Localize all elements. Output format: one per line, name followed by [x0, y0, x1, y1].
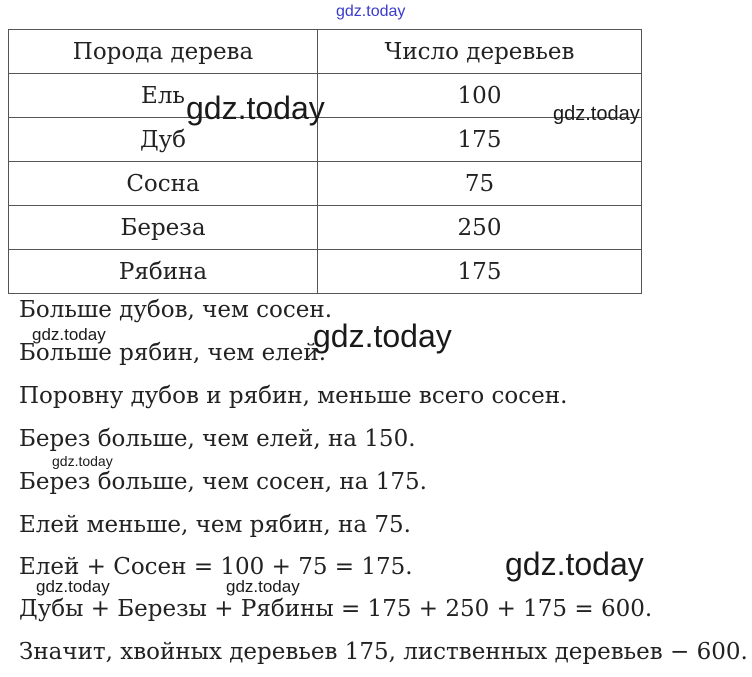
table-row: [9, 162, 642, 206]
species-cell: Ель: [9, 74, 318, 118]
species-cell: Рябина: [9, 250, 318, 294]
count-cell: 250: [318, 206, 642, 250]
answer-line: Больше дубов, чем сосен.: [19, 297, 333, 323]
watermark: gdz.today: [32, 325, 106, 344]
watermark: gdz.today: [186, 90, 325, 126]
table-row: [9, 206, 642, 250]
watermark-top: gdz.today: [336, 3, 406, 20]
species-cell: Береза: [9, 206, 318, 250]
answer-line: Значит, хвойных деревьев 175, лиственных деревьев − 600.: [19, 639, 748, 665]
species-cell: Сосна: [9, 162, 318, 206]
answer-line: Елей меньше, чем рябин, на 75.: [19, 512, 411, 538]
count-cell: 75: [318, 162, 642, 206]
table-row: [9, 118, 642, 162]
watermark: gdz.today: [36, 577, 110, 596]
answer-line: Больше рябин, чем елей.: [19, 340, 327, 366]
answer-line: Елей + Сосен = 100 + 75 = 175.: [19, 554, 413, 580]
table-row: [9, 74, 642, 118]
column-header-species: Порода дерева: [9, 30, 318, 74]
watermark: gdz.today: [226, 577, 300, 596]
watermark: gdz.today: [505, 546, 644, 582]
watermark: gdz.today: [313, 318, 452, 354]
answer-line: Берез больше, чем сосен, на 175.: [19, 469, 427, 495]
count-cell: 175: [318, 118, 642, 162]
table-header-row: [9, 30, 642, 74]
answer-line: Берез больше, чем елей, на 150.: [19, 426, 416, 452]
species-cell: Дуб: [9, 118, 318, 162]
tree-table: [8, 29, 642, 294]
watermark: gdz.today: [52, 453, 113, 469]
answer-line: Поровну дубов и рябин, меньше всего сосен.: [19, 383, 568, 409]
count-cell: 175: [318, 250, 642, 294]
column-header-count: Число деревьев: [318, 30, 642, 74]
count-cell: 100: [318, 74, 642, 118]
table-row: [9, 250, 642, 294]
answer-line: Дубы + Березы + Рябины = 175 + 250 + 175 = 600.: [19, 596, 653, 622]
watermark: gdz.today: [553, 103, 640, 125]
